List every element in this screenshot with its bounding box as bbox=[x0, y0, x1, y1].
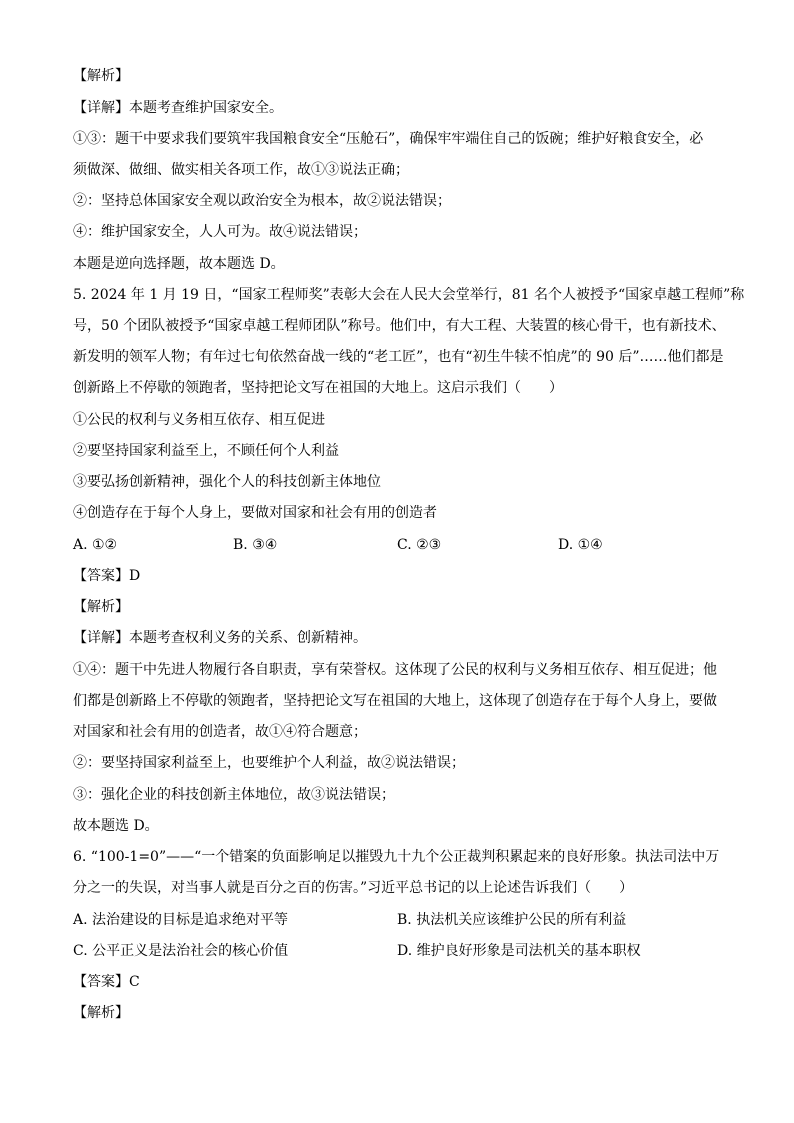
detail-line: 【详解】本题考查维护国家安全。 bbox=[73, 100, 283, 116]
question-5-stem: 创新路上不停歇的领跑者，坚持把论文写在祖国的大地上。这启示我们（ ） bbox=[73, 380, 563, 396]
text-line: ③：强化企业的科技创新主体地位，故③说法错误； bbox=[73, 787, 395, 803]
text-line: ①④：题干中先进人物履行各自职责，享有荣誉权。这体现了公民的权利与义务相互依存、相互促进；他 bbox=[73, 662, 717, 678]
question-5-stem: 新发明的领军人物；有年过七旬依然奋战一线的“老工匠”，也有“初生牛犊不怕虎”的 90 后”……他们都是 bbox=[73, 349, 724, 365]
text-line: ④：维护国家安全，人人可为。故④说法错误； bbox=[73, 224, 367, 240]
question-5-stem: 号，50 个团队被授予“国家卓越工程师团队”称号。他们中，有大工程、大装置的核心骨干，也有新技术、 bbox=[73, 318, 726, 334]
q5-option-a: A. ①② bbox=[73, 537, 118, 553]
text-line: 须做深、做细、做实相关各项工作，故①③说法正确； bbox=[73, 162, 409, 178]
question-6-stem: 分之一的失误，对当事人就是百分之百的伤害。”习近平总书记的以上论述告诉我们（ ） bbox=[73, 880, 634, 896]
section-heading-analysis: 【解析】 bbox=[73, 1005, 129, 1021]
q5-option-c: C. ②③ bbox=[397, 537, 442, 553]
question-5-stem: 5. 2024 年 1 月 19 日，“国家工程师奖”表彰大会在人民大会堂举行，81 名个人被授予“国家卓越工程师”称 bbox=[73, 287, 745, 303]
detail-line: 【详解】本题考查权利义务的关系、创新精神。 bbox=[73, 630, 367, 646]
text-line: 本题是逆向选择题，故本题选 D。 bbox=[73, 256, 285, 272]
q6-option-a: A. 法治建设的目标是追求绝对平等 bbox=[73, 912, 289, 928]
text-line: 故本题选 D。 bbox=[73, 818, 159, 834]
text-line: ①③：题干中要求我们要筑牢我国粮食安全“压舱石”，确保牢牢端住自己的饭碗；维护好粮食安全，必 bbox=[73, 131, 704, 147]
text-line: 们都是创新路上不停歇的领跑者，坚持把论文写在祖国的大地上，这体现了创造存在于每个人身上，要做 bbox=[73, 693, 717, 709]
statement-4: ④创造存在于每个人身上，要做对国家和社会有用的创造者 bbox=[73, 505, 437, 521]
q5-option-d: D. ①④ bbox=[558, 537, 603, 553]
q6-option-c: C. 公平正义是法治社会的核心价值 bbox=[73, 943, 289, 959]
section-heading-analysis: 【解析】 bbox=[73, 599, 129, 615]
statement-2: ②要坚持国家利益至上，不顾任何个人利益 bbox=[73, 443, 339, 459]
text-line: ②：坚持总体国家安全观以政治安全为根本，故②说法错误； bbox=[73, 193, 451, 209]
text-line: 对国家和社会有用的创造者，故①④符合题意； bbox=[73, 724, 367, 740]
q6-option-b: B. 执法机关应该维护公民的所有利益 bbox=[397, 912, 627, 928]
section-heading-analysis: 【解析】 bbox=[73, 68, 129, 84]
q5-option-b: B. ③④ bbox=[233, 537, 278, 553]
statement-3: ③要弘扬创新精神，强化个人的科技创新主体地位 bbox=[73, 474, 381, 490]
q6-option-d: D. 维护良好形象是司法机关的基本职权 bbox=[397, 943, 641, 959]
text-line: ②：要坚持国家利益至上，也要维护个人利益，故②说法错误； bbox=[73, 755, 465, 771]
answer-line: 【答案】D bbox=[73, 568, 141, 584]
answer-line: 【答案】C bbox=[73, 974, 140, 990]
statement-1: ①公民的权利与义务相互依存、相互促进 bbox=[73, 412, 325, 428]
question-6-stem: 6. “100-1=0”——“一个错案的负面影响足以摧毁九十九个公正裁判积累起来的良好形象。执法司法中万 bbox=[73, 849, 720, 865]
